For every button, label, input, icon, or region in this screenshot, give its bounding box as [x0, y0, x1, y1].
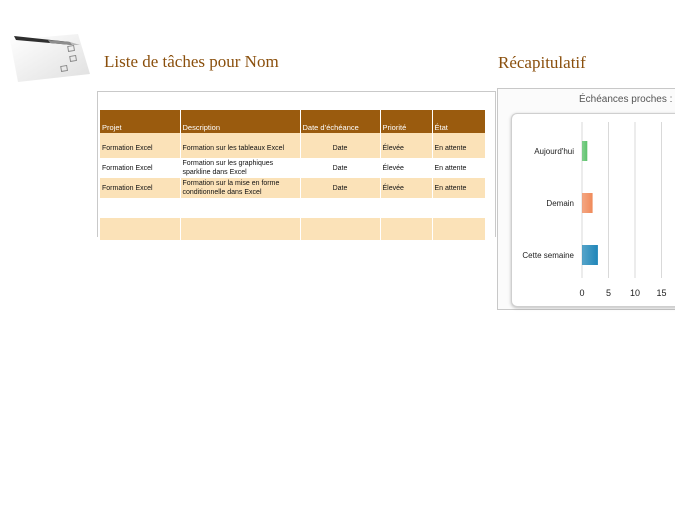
category-label: Demain: [546, 199, 574, 208]
cell-projet[interactable]: Formation Excel: [100, 138, 180, 158]
x-tick-label: 10: [629, 288, 641, 298]
cell-projet[interactable]: Formation Excel: [100, 178, 180, 198]
cell-description[interactable]: Formation sur les graphiques sparkline dans Excel: [180, 158, 300, 178]
category-label: Aujourd'hui: [534, 147, 574, 156]
column-header-etat[interactable]: État: [432, 110, 485, 133]
chart-title: Échéances proches :: [579, 94, 673, 105]
cell-priorite[interactable]: Élevée: [380, 178, 432, 198]
cell-date[interactable]: Date: [300, 158, 380, 178]
cell-description[interactable]: Formation sur les tableaux Excel: [180, 138, 300, 158]
x-tick-label: 5: [605, 288, 612, 298]
tasks-title: Liste de tâches pour Nom: [104, 52, 279, 71]
cell-date[interactable]: Date: [300, 178, 380, 198]
cell-etat[interactable]: En attente: [432, 158, 485, 178]
bar: [582, 193, 593, 213]
category-label: Cette semaine: [522, 251, 574, 260]
column-header-date[interactable]: Date d’échéance: [300, 110, 380, 133]
column-header-projet[interactable]: Projet: [100, 110, 180, 133]
cell-priorite[interactable]: Élevée: [380, 158, 432, 178]
bar: [582, 245, 598, 265]
cell-date[interactable]: Date: [300, 138, 380, 158]
cell-projet[interactable]: Formation Excel: [100, 158, 180, 178]
x-tick-label: 0: [579, 288, 585, 298]
cell-description[interactable]: Formation sur la mise en forme conditionnelle dans Excel: [180, 178, 300, 198]
cell-etat[interactable]: En attente: [432, 138, 485, 158]
column-header-description[interactable]: Description: [180, 110, 300, 133]
cell-priorite[interactable]: Élevée: [380, 138, 432, 158]
x-tick-label: 15: [656, 288, 667, 298]
cell-etat[interactable]: En attente: [432, 178, 485, 198]
column-header-priorite[interactable]: Priorité: [380, 110, 432, 133]
bar: [582, 141, 587, 161]
summary-title: Récapitulatif: [498, 53, 586, 72]
